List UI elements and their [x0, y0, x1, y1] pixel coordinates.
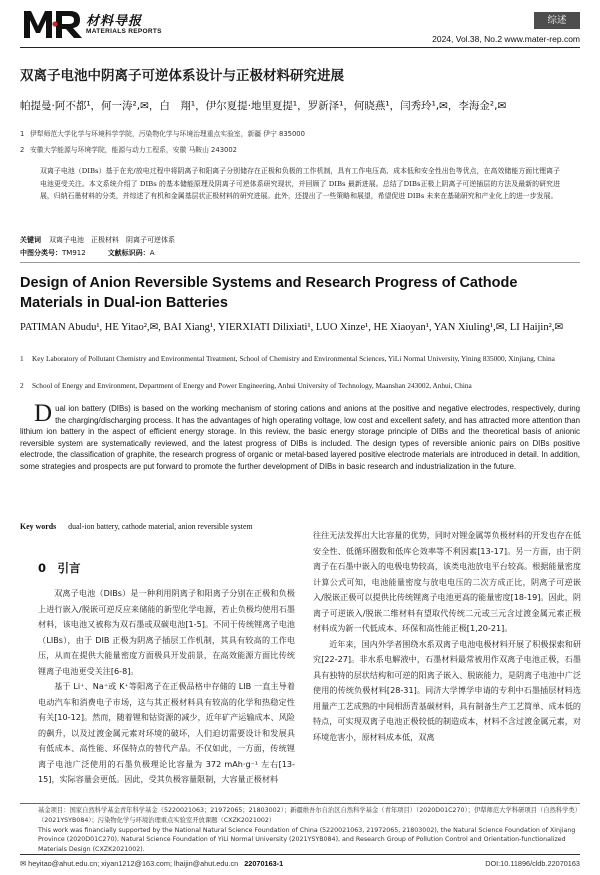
title-cn: 双离子电池中阴离子可逆体系设计与正极材料研究进展 — [20, 68, 344, 84]
authors-en: PATIMAN Abudu¹, HE Yitao²,✉, BAI Xiang¹, YIERXIATI Dilixiati¹, LUO Xinze¹, HE Xiaoyan¹, YAN Xiuling¹,✉, LI Haijin²,✉ — [20, 322, 564, 333]
footer-emails: heyitao@ahut.edu.cn; xiyan1212@163.com; lhaijin@ahut.edu.cn — [28, 859, 239, 868]
body-right-column — [313, 528, 581, 745]
funding-cn: 基金项目：国家自然科学基金青年科学基金（5220021063；21972065；21803002）；新疆维吾尔自治区自然科学基金（青年项目）（2020D01C270）；伊犁师范大学科研项目（自然科学类）（2021YSYB084）；污染物化学与环境治理重点实验室开放课题（CXZK2021002） — [38, 807, 582, 824]
affiliation-cn-1-text: 伊犁师范大学化学与环境科学学院，污染物化学与环境治理重点实验室，新疆 伊宁 835000 — [30, 130, 305, 138]
keywords-cn — [20, 235, 175, 245]
title-en: Design of Anion Reversible Systems and Research Progress of Cathode Materials in Dual-ion Batteries — [20, 275, 518, 311]
section-divider — [20, 262, 580, 263]
keywords-cn-label: 关键词 — [20, 236, 41, 244]
abstract-cn: 双离子电池（DIBs）基于在充/放电过程中将阴离子和阳离子分别储存在正极和负极的工作机制，具有工作电压高、成本低和安全性出色等优点，在高效储能方面比锂离子电池更受关注。本文系统介绍了 DIBs 的基本储能原理及阴离子可逆体系研究现状，并回顾了 DIBs 最新进展。总结了DIBs正极上阴离子可逆插层的方法及最新的研究进展，归纳石墨材料的分类，并综述了有机和金属基层状正极材料的研究进展。此外，还提出了一些策略和展望，希望促进 DIBs 未来在基础研究和产业化上的进一步发展。 — [40, 167, 560, 201]
footnote-divider — [20, 803, 580, 804]
keywords-cn-text: 双离子电池 正极材料 阴离子可逆体系 — [49, 236, 175, 244]
abstract-en — [20, 400, 580, 473]
affiliation-en-1-text: Key Laboratory of Pollutant Chemistry and Environmental Treatment, School of Chemistry and Environmental Sciences, YiLi Normal University, Yining 835000, Xinjiang, China — [32, 354, 555, 363]
body-paragraph: 往往无法发挥出大比容量的优势，同时对锂金属等负极材料的开发也存在低安全性、低循环圈数和低库仑效率等不利因素[13-17]。另一方面，由于阴离子在石墨中嵌入的电极电势较高，该类电池放电平台较高。根据能量密度计算公式可知，电池能量密度与放电电压的二次方成正比，阴离子可逆嵌入/脱嵌正极可以提供比传统锂离子电池更高的能量密度[18-19]。因此，阴离子可逆嵌入/脱嵌二维材料有望取代传统二元或三元含过渡金属元素正极材料成为新一代低成本、环保和高性能正极[1,20-21]。 — [313, 530, 581, 633]
affiliation-cn-2-text: 安徽大学能源与环境学院，能源与动力工程系，安徽 马鞍山 243002 — [30, 146, 237, 154]
abstract-en-text: ual ion battery (DIBs) is based on the working mechanism of storing cations and anions at the positive and negative electrodes, respectively, during the charging/discharging process. It has the advantages of high operating voltage, low cost and excellent safety, and has attracted more attention than lithium ion battery in the aspect of efficient energy storage. In this review, the basic energy storage principle of DIBs and the theoretical basis of anionic reversible system are systematically reviewed, and the latest progress of DIBs is included. The design types of reversible anionic pairs on DIBs positive electrode, the classification of graphite, the research progress of organic or metal-based layered positive electrode materials are introduced in detail. In addition, some strategies and prospects are put forward to promote the further development of DIBs in basic research and industrialization in the future. — [20, 404, 580, 471]
affiliation-en-1 — [20, 353, 580, 364]
issue-info: 2024, Vol.38, No.2 www.mater-rep.com — [432, 34, 580, 44]
body-paragraph: 双离子电池（DIBs）是一种利用阴离子和阳离子分别在正极和负极上进行嵌入/脱嵌可逆反应来储能的新型化学电源，若止负极均使用石墨材料，该电池又被称为双石墨或双碳电池[1-5]。不同于传统锂离子电池（LIBs），由于 DIB 正极为阴离子插层工作机制，其具有较高的工作电压，从而在提供大能量密度方面极具开发前景，在高效能源方面比传统锂离子电池更受关注[6-8]。 — [38, 588, 295, 676]
affiliation-cn-2: 2 安徽大学能源与环境学院，能源与动力工程系，安徽 马鞍山 243002 — [20, 146, 237, 154]
affiliation-en-1-num: 1 — [20, 354, 24, 363]
classification-cn — [20, 248, 154, 258]
doc-code-value: A — [149, 249, 155, 257]
footer-doi: DOI:10.11896/cldb.22070163 — [485, 859, 580, 868]
section-heading: 0 引言 — [38, 561, 81, 575]
affiliation-en-2-text: School of Energy and Environment, Department of Energy and Power Engineering, Anhui University of Technology, Maanshan 243002, Anhui, China — [32, 381, 472, 390]
abstract-dropcap: D — [34, 400, 53, 427]
mail-icon: ✉ — [20, 859, 27, 868]
mr-logo-icon — [22, 8, 84, 40]
header-divider — [20, 47, 580, 48]
cls-value: TM912 — [62, 249, 86, 257]
body-paragraph: 近年来，国内外学者围绕水系双离子电池电极材料开展了积极探索和研究[22-27]。非水系电解液中，石墨材料最常被用作双离子电池正极，石墨具有独特的层状结构和可逆的阳离子嵌入、脱嵌能力，是阴离子电池中广泛使用的传统负极材料[28-31]。同济大学博学申请的专利中石墨插层材料选用量产工艺成熟的中间相沥青基碳材料，具有制备生产工艺简单、成本低的特点，可实现双离子电池正极较低的制造成本，材料不含过渡金属元素，对环境危害小，原材料成本低，双离 — [313, 638, 581, 742]
affiliation-cn-1: 1 伊犁师范大学化学与环境科学学院，污染物化学与环境治理重点实验室，新疆 伊宁 835000 — [20, 130, 305, 138]
section-badge: 综述 — [534, 12, 580, 29]
footer-left — [20, 859, 283, 868]
authors-cn: 帕提曼·阿不都¹，何一涛²,✉，白 翔¹，伊尔夏提·地里夏提¹，罗新泽¹，何晓燕¹，闫秀玲¹,✉，李海金²,✉ — [20, 100, 507, 112]
keywords-en-label: Key words — [20, 522, 57, 531]
footer-divider — [20, 854, 580, 855]
affiliation-en-2-num: 2 — [20, 381, 24, 390]
body-paragraph: 基于 Li⁺、Na⁺或 K⁺等阳离子在正极品格中存储的 LIB 一直主导着电动汽车和消费电子市场，这与其正极材料具有较高的化学和热稳定性有关[10-12]。然而，随着锂和钴资源的减少，近年矿产运输成本、风险的飙升，以及过渡金属元素对环境的破坏，人们迫切需要设计和发展具有低成本、高性能、环保特点的替代产品。不仅如此，一方面，传统锂离子电池广泛使用的石墨负极理论比容量为 372 mAh·g⁻¹ 左右[13-15]，实际容量会更低。因此，受其负极容量限制，大容量正极材料 — [38, 681, 295, 784]
keywords-en — [20, 522, 253, 531]
journal-name-en: MATERIALS REPORTS — [86, 28, 162, 35]
funding-en: This work was financially supported by the National Natural Science Foundation of China (5220021063, 21972065, 21803002), the Natural Science Foundation of Xinjiang Province (2020D01C270), Natural Science Foundation of YiLi Normal University (2021YSYB084), and Research Group of Pollution Control and Orientation-functionalized Materials Design (CXZK2021002). — [38, 826, 576, 854]
footer-page-code: 22070163-1 — [244, 859, 284, 868]
cls-label: 中图分类号： — [20, 249, 62, 257]
affiliation-en-2 — [20, 380, 580, 391]
journal-name-cn: 材料导报 — [86, 14, 143, 29]
doc-code-label: 文献标识码： — [107, 249, 150, 257]
keywords-en-text: dual-ion battery, cathode material, anion reversible system — [68, 522, 253, 531]
funding-note — [38, 806, 583, 855]
body-left-column — [38, 586, 295, 788]
